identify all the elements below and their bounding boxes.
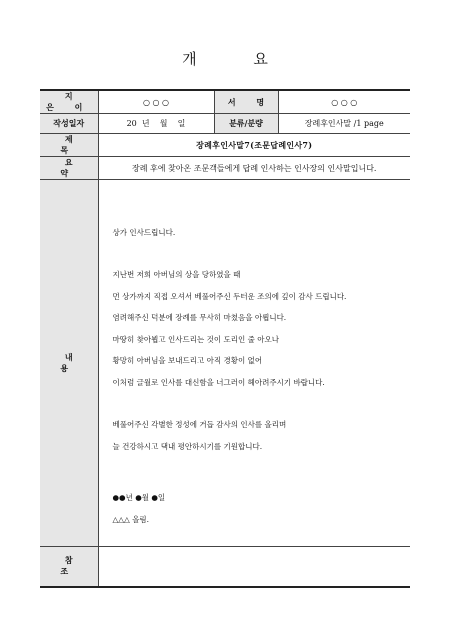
reference-row: [40, 547, 410, 587]
content-date-line: ●●년 ●월 ●일: [112, 493, 166, 503]
content-line: 상가 인사드립니다.: [112, 227, 176, 237]
signature-value: ○ ○ ○: [278, 90, 410, 114]
page-title: 개 요: [182, 50, 294, 68]
subject-row: [40, 134, 410, 157]
date-label: 작성일자: [40, 114, 98, 134]
content-line: 늘 건강하시고 댁내 평안하시기를 기원합니다.: [112, 441, 263, 451]
category-value: 장례후인사말 /1 page: [278, 114, 410, 134]
summary-value: 장례 후에 찾아온 조문객들에게 답례 인사하는 인사장의 인사말입니다.: [98, 157, 410, 180]
content-spacer: [113, 397, 407, 418]
content-line: 먼 상가까지 직접 오셔서 베풀어주신 두터운 조의에 깊이 감사 드립니다.: [112, 291, 347, 301]
content-spacer: [113, 461, 407, 483]
content-line: 염려해주신 덕분에 장례를 무사히 마쳤음을 아룁니다.: [112, 313, 287, 323]
document-info-table: [40, 89, 410, 588]
subject-value: 장례후인사말7(조문답례인사7): [98, 134, 410, 157]
content-cell: [98, 180, 410, 547]
category-label: 분류/분량: [214, 114, 278, 134]
author-label: 지 은 이: [40, 90, 98, 114]
author-value: ○ ○ ○: [98, 90, 214, 114]
content-spacer: [113, 247, 407, 268]
content-line: 베풀어주신 각별한 정성에 거듭 감사의 인사를 올리며: [112, 420, 287, 430]
subject-label: 제 목: [40, 134, 98, 157]
content-line: 이처럼 글월로 인사를 대신함을 너그러이 헤아려주시기 바랍니다.: [112, 377, 325, 387]
content-row: [40, 180, 410, 547]
content-sign-line: △△△ 올림.: [112, 514, 150, 524]
date-row: [40, 114, 410, 134]
reference-label: 참 조: [40, 547, 98, 587]
content-line: 마땅히 찾아뵙고 인사드리는 것이 도리인 줄 아오나: [112, 334, 279, 344]
content-body: [103, 192, 407, 535]
summary-label: 요 약: [40, 157, 98, 180]
content-line: 지난번 저희 아버님의 상을 당하였을 때: [112, 270, 241, 280]
content-line: 황망히 아버님을 보내드리고 아직 경황이 없어: [112, 356, 263, 366]
signature-label: 서 명: [214, 90, 278, 114]
summary-row: [40, 157, 410, 180]
content-label: 내 용: [40, 180, 98, 547]
reference-value: [98, 547, 410, 587]
author-row: [40, 90, 410, 114]
date-value: 20 년 월 일: [98, 114, 214, 134]
content-spacer: [113, 483, 407, 491]
